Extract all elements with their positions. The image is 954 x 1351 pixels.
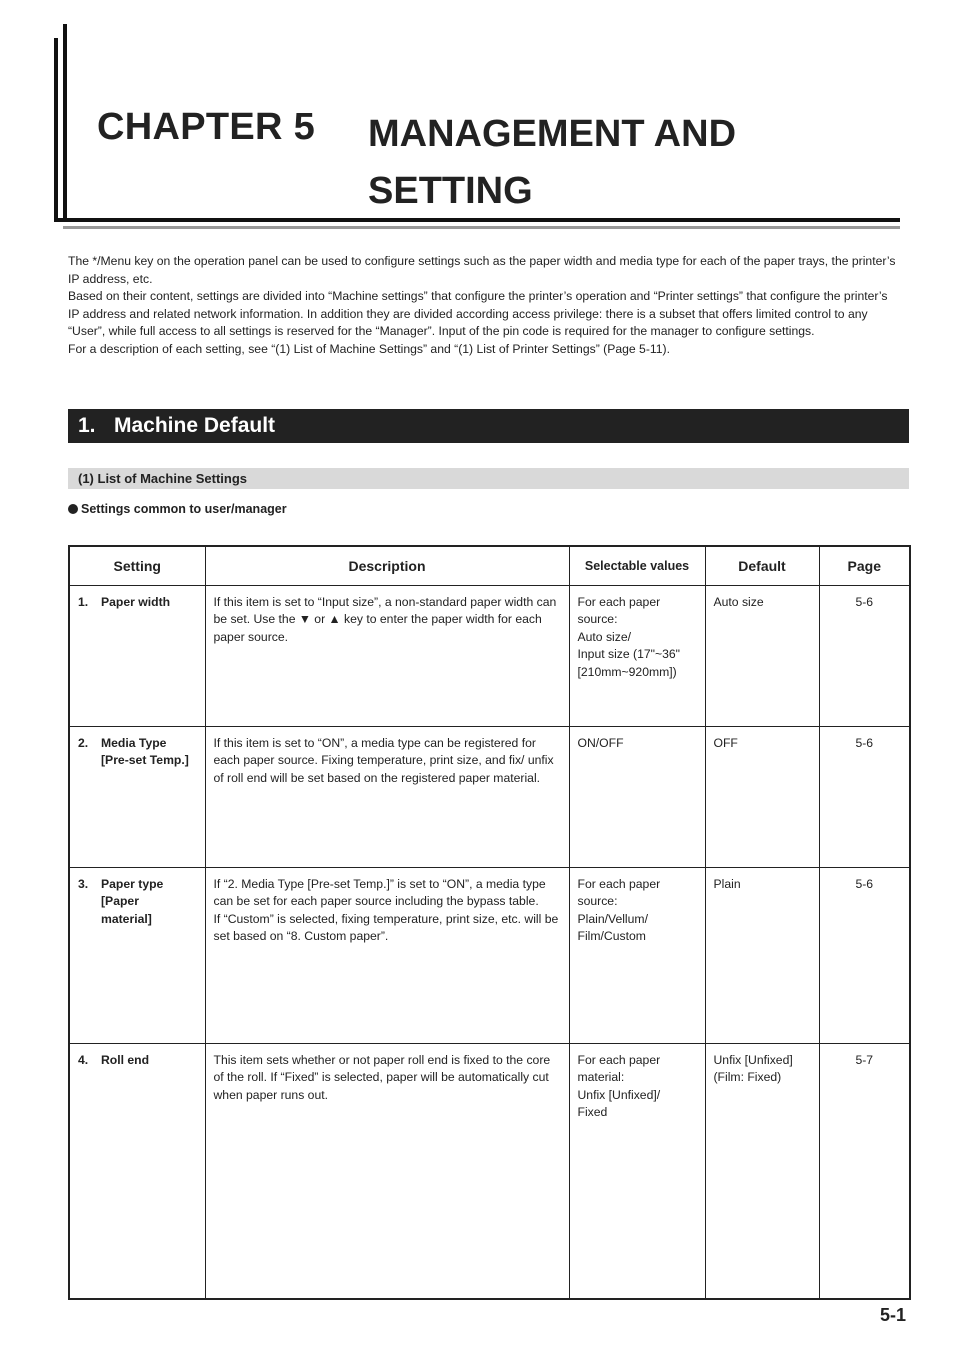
machine-settings-table <box>68 545 911 1300</box>
chapter-number: CHAPTER 5 <box>97 106 316 148</box>
value-text: Film/Custom <box>577 929 646 944</box>
table-row <box>69 726 910 867</box>
chapter-title-line-2: SETTING <box>368 170 533 212</box>
intro-text <box>68 253 898 359</box>
chapter-title-line-1: MANAGEMENT AND <box>368 113 737 155</box>
values-cell <box>569 726 705 867</box>
bullet-heading <box>68 502 287 516</box>
value-text: ON/OFF <box>577 735 624 750</box>
table-row <box>69 585 910 726</box>
setting-name: Media Type <box>101 735 167 750</box>
description-text: If this item is set to “ON”, a media type can be registered for each paper source. Fixing temperature, print size, and fix/ unfix of roll end will be set based on the registered paper material. <box>213 735 554 785</box>
value-text: For each paper material: <box>577 1052 661 1085</box>
subsection-heading: (1) List of Machine Settings <box>68 468 909 489</box>
setting-cell <box>69 867 205 1043</box>
section-number: 1. <box>78 414 96 437</box>
table-row <box>69 867 910 1043</box>
setting-name: [Pre-set Temp.] <box>101 753 189 768</box>
page-cell: 5-6 <box>819 585 910 726</box>
page-cell: 5-7 <box>819 1043 910 1299</box>
setting-cell <box>69 726 205 867</box>
chapter-rule-horizontal-shadow <box>63 226 900 229</box>
value-text: Unfix [Unfixed]/ <box>577 1087 661 1102</box>
description-cell <box>205 585 569 726</box>
value-text: Auto size/ <box>577 629 632 644</box>
value-text: Input size (17"~36" <box>577 647 680 662</box>
setting-index: 4. <box>78 1052 89 1067</box>
default-text: Plain <box>713 876 741 891</box>
page-number: 5-1 <box>880 1305 907 1325</box>
default-text: Auto size <box>713 594 764 609</box>
bullet-heading-text: Settings common to user/manager <box>81 502 287 516</box>
chapter-rule-vertical-inner <box>63 24 67 220</box>
table-header-row <box>69 546 910 585</box>
header-default: Default <box>705 546 819 585</box>
table-row <box>69 1043 910 1299</box>
default-cell <box>705 585 819 726</box>
setting-index: 1. <box>78 594 89 609</box>
header-setting: Setting <box>69 546 205 585</box>
setting-name: [Paper <box>101 894 139 909</box>
description-text: This item sets whether or not paper roll end is fixed to the core of the roll. If “Fixed” is selected, paper will be automatically cut when paper runs out. <box>213 1052 551 1102</box>
setting-index: 2. <box>78 735 89 750</box>
default-text: OFF <box>713 735 738 750</box>
default-cell <box>705 1043 819 1299</box>
setting-name: Paper type <box>101 876 164 891</box>
default-text: Unfix [Unfixed] <box>713 1052 793 1067</box>
default-cell <box>705 726 819 867</box>
chapter-title <box>368 106 736 220</box>
intro-paragraph: For a description of each setting, see “(1) List of Machine Settings” and “(1) List of Printer Settings” (Page 5-11). <box>68 341 670 356</box>
value-text: [210mm~920mm]) <box>577 664 677 679</box>
header-description: Description <box>205 546 569 585</box>
value-text: For each paper source: <box>577 876 661 909</box>
section-title: Machine Default <box>114 414 276 437</box>
chapter-rule-vertical-outer <box>54 38 58 220</box>
page-cell: 5-6 <box>819 726 910 867</box>
values-cell <box>569 867 705 1043</box>
header-page: Page <box>819 546 910 585</box>
description-cell <box>205 867 569 1043</box>
description-cell <box>205 1043 569 1299</box>
setting-index: 3. <box>78 876 89 891</box>
description-text: If “Custom” is selected, fixing temperature, print size, etc. will be set based on “8. Custom paper”. <box>213 911 559 944</box>
intro-paragraph: Based on their content, settings are divided into “Machine settings” that configure the printer’s operation and “Printer settings” that configure the printer’s IP address and related network information. In addition they are divided according access privilege: there is a subset that offers limited control to any “User”, while full access to all settings is reserved for the “Manager”. Input of the pin code is required for the manager to configure settings. <box>68 289 888 339</box>
value-text: Plain/Vellum/ <box>577 911 648 926</box>
intro-paragraph: The */Menu key on the operation panel can be used to configure settings such as the paper width and media type for each of the paper trays, the printer’s IP address, etc. <box>68 254 896 286</box>
description-text: If “2. Media Type [Pre-set Temp.]” is set to “ON”, a media type can be set for each paper source including the bypass table. <box>213 876 546 909</box>
section-heading <box>68 409 909 443</box>
default-text: (Film: Fixed) <box>713 1070 782 1085</box>
header-selectable-values: Selectable values <box>569 546 705 585</box>
values-cell <box>569 1043 705 1299</box>
setting-cell <box>69 1043 205 1299</box>
default-cell <box>705 867 819 1043</box>
value-text: Fixed <box>577 1105 608 1120</box>
setting-name: material] <box>101 911 152 926</box>
setting-name: Paper width <box>101 594 171 609</box>
values-cell <box>569 585 705 726</box>
page-cell: 5-6 <box>819 867 910 1043</box>
setting-name: Roll end <box>101 1052 150 1067</box>
bullet-icon <box>68 504 78 514</box>
description-cell <box>205 726 569 867</box>
value-text: For each paper source: <box>577 594 661 627</box>
description-text: If this item is set to “Input size”, a non-standard paper width can be set. Use the ▼ or ▲ key to enter the paper width for each paper source. <box>213 594 557 644</box>
setting-cell <box>69 585 205 726</box>
